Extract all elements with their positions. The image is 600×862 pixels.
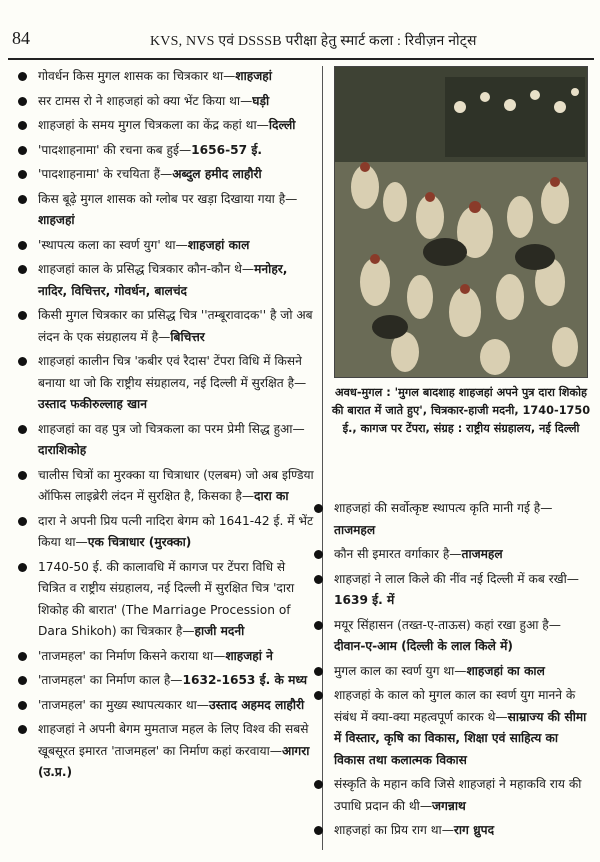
question-text: शाहजहां के काल को मुगल काल का स्वर्ण युग मानने के संबंध में क्या-क्या महत्वपूर्ण कारक थे— — [334, 688, 576, 724]
qa-item — [312, 615, 590, 658]
qa-item — [16, 465, 314, 508]
left-column — [16, 66, 314, 787]
question-text: मयूर सिंहासन (तख्त-ए-ताऊस) कहां रखा हुआ है— — [334, 617, 561, 632]
qa-item — [16, 419, 314, 462]
answer-text: बिचित्तर — [170, 329, 205, 344]
question-text: सर टामस रो ने शाहजहां को क्या भेंट किया था— — [38, 93, 253, 108]
bullet-icon — [314, 621, 323, 630]
question-text: शाहजहां का प्रिय राग था— — [334, 823, 454, 837]
qa-item — [16, 140, 314, 162]
bullet-icon — [18, 676, 27, 685]
bullet-icon — [18, 241, 27, 250]
bullet-icon — [18, 121, 27, 130]
question-text: 'ताजमहल' का मुख्य स्थापत्यकार था— — [38, 697, 209, 712]
bullet-icon — [314, 667, 323, 676]
bullet-icon — [314, 691, 323, 700]
answer-text: शाहजहां — [235, 69, 272, 83]
question-text: कौन सी इमारत वर्गाकार है— — [334, 547, 462, 561]
answer-text: ताजमहल — [461, 547, 503, 561]
answer-text: 1639 ई. में — [334, 593, 395, 607]
qa-item — [16, 670, 314, 692]
qa-item — [16, 115, 314, 137]
qa-item — [312, 569, 590, 612]
qa-item — [16, 646, 314, 668]
question-text: 1740-50 ई. की कालावधि में कागज पर टेंपरा विधि से चित्रित व राष्ट्रीय संग्रहालय, नई दिल्ली में सुरक्षित चित्र 'दारा शिकोह की बारात' (The Marriage Procession of Dara Shikoh) का चित्रकार है— — [38, 559, 295, 638]
answer-text: ताजमहल — [334, 522, 376, 537]
question-text: 'ताजमहल' का निर्माण किसने कराया था— — [38, 648, 226, 663]
running-title: KVS, NVS एवं DSSSB परीक्षा हेतु स्मार्ट कला : रिवीज़न नोट्स — [150, 34, 477, 49]
qa-item — [312, 544, 590, 566]
qa-item — [16, 351, 314, 416]
qa-item — [16, 695, 314, 717]
answer-text: जगन्नाथ — [432, 798, 466, 813]
bullet-icon — [18, 652, 27, 661]
answer-text: अब्दुल हमीद लाहौरी — [172, 167, 262, 181]
bullet-icon — [314, 550, 323, 559]
question-text: शाहजहां काल के प्रसिद्ध चित्रकार कौन-कौन थे— — [38, 262, 255, 276]
question-text: किस बूढ़े मुगल शासक को ग्लोब पर खड़ा दिखाया गया है— — [38, 191, 298, 206]
question-text: दारा ने अपनी प्रिय पत्नी नादिरा बेगम को 1641-42 ई. में भेंट किया था— — [38, 513, 314, 549]
bullet-icon — [18, 517, 27, 526]
question-text: संस्कृति के महान कवि जिसे शाहजहां ने महाकवि राय की उपाधि प्रदान की थी— — [334, 777, 582, 813]
answer-text: घड़ी — [252, 93, 270, 108]
qa-item — [16, 66, 314, 88]
answer-text: 1656-57 ई. — [191, 142, 262, 157]
bullet-icon — [314, 780, 323, 789]
bullet-icon — [18, 471, 27, 480]
qa-item — [16, 511, 314, 554]
qa-item — [312, 774, 590, 817]
question-text: शाहजहां ने लाल किले की नींव नई दिल्ली में कब रखी— — [334, 571, 579, 586]
answer-text: शाहजहां काल — [187, 237, 250, 252]
qa-item — [16, 305, 314, 348]
qa-item — [16, 164, 314, 186]
answer-text: दाराशिकोह — [38, 443, 87, 457]
answer-text: उस्ताद फकीरुल्लाह खान — [38, 397, 147, 411]
question-text: 'पादशाहनामा' के रचयिता हैं— — [38, 167, 173, 181]
question-text: मुगल काल का स्वर्ण युग था— — [334, 663, 467, 678]
bullet-icon — [18, 265, 27, 274]
procession-painting-image — [335, 67, 587, 377]
answer-text: हाजी मदनी — [194, 624, 245, 638]
bullet-icon — [18, 170, 27, 179]
qa-item — [16, 557, 314, 643]
page-number: 84 — [12, 28, 30, 48]
answer-text: 1632-1653 ई. के मध्य — [182, 673, 308, 687]
answer-text: शाहजहां — [38, 213, 75, 227]
bullet-icon — [18, 725, 27, 734]
answer-text: राग ध्रुपद — [453, 823, 495, 837]
bullet-icon — [18, 146, 27, 155]
question-text: शाहजहां ने अपनी बेगम मुमताज महल के लिए विश्व की सबसे खूबसूरत इमारत 'ताजमहल' का निर्माण कहां करवाया— — [38, 722, 309, 758]
qa-item — [16, 189, 314, 232]
qa-item — [312, 498, 590, 541]
question-text: 'ताजमहल' का निर्माण काल है— — [38, 673, 183, 687]
bullet-icon — [314, 504, 323, 513]
answer-text: शाहजहां ने — [225, 648, 273, 663]
question-text: किसी मुगल चित्रकार का प्रसिद्ध चित्र ''तम्बूरावादक'' है जो अब लंदन के एक संग्रहालय में है— — [38, 308, 313, 344]
qa-item — [312, 661, 590, 683]
answer-text: साम्राज्य की सीमा में विस्तार, कृषि का विकास, शिक्षा एवं साहित्य का विकास तथा कलात्मक विकास — [334, 709, 587, 767]
answer-text: मनोहर, नादिर, विचित्तर, गोवर्धन, बालचंद — [38, 262, 288, 298]
question-text: 'पादशाहनामा' की रचना कब हुई— — [38, 142, 192, 157]
right-column — [312, 498, 590, 845]
bullet-icon — [314, 575, 323, 584]
page-header — [0, 0, 600, 60]
bullet-icon — [18, 72, 27, 81]
qa-item — [16, 235, 314, 257]
question-text: 'स्थापत्य कला का स्वर्ण युग' था— — [38, 237, 188, 252]
answer-text: उस्ताद अहमद लाहौरी — [208, 697, 305, 712]
bullet-icon — [18, 357, 27, 366]
bullet-icon — [18, 563, 27, 572]
bullet-icon — [18, 97, 27, 106]
answer-text: दिल्ली — [268, 118, 296, 132]
bullet-icon — [18, 425, 27, 434]
qa-item — [16, 719, 314, 784]
question-text: शाहजहां कालीन चित्र 'कबीर एवं रैदास' टेंपरा विधि में किसने बनाया था जो कि राष्ट्रीय संग्रहालय, नई दिल्ली में सुरक्षित है— — [38, 354, 307, 390]
qa-item — [312, 820, 590, 842]
qa-item — [16, 91, 314, 113]
qa-item — [16, 259, 314, 302]
bullet-icon — [18, 195, 27, 204]
bullet-icon — [314, 826, 323, 835]
question-text: शाहजहां का वह पुत्र जो चित्रकला का परम प्रेमी सिद्ध हुआ— — [38, 421, 305, 436]
answer-text: एक चित्राधार (मुरक्का) — [87, 535, 192, 549]
answer-text: दीवान-ए-आम (दिल्ली के लाल किले में) — [334, 639, 513, 653]
answer-text: दारा का — [254, 489, 289, 503]
bullet-icon — [18, 701, 27, 710]
question-text: शाहजहां की सर्वोत्कृष्ट स्थापत्य कृति मानी गई है— — [334, 501, 553, 515]
answer-text: आगरा (उ.प्र.) — [38, 743, 310, 779]
bullet-icon — [18, 311, 27, 320]
qa-item — [312, 685, 590, 771]
figure-caption: अवध-मुगल : 'मुगल बादशाह शाहजहां अपने पुत्र दारा शिकोह की बारात में जाते हुए', चित्रकार-हाजी मदनी, 1740-1750 ई., कागज पर टेंपरा, संग्रह : राष्ट्रीय संग्रहालय, नई दिल्ली — [331, 386, 591, 435]
header-rule — [8, 58, 594, 60]
question-text: गोवर्धन किस मुगल शासक का चित्रकार था— — [38, 69, 236, 83]
question-text: शाहजहां के समय मुगल चित्रकला का केंद्र कहां था— — [38, 118, 269, 132]
painting-figure — [334, 66, 588, 378]
answer-text: शाहजहां का काल — [466, 663, 545, 678]
question-text: चालीस चित्रों का मुरक्का या चित्राधार (एलबम) जो अब इण्डिया ऑफिस लाइब्रेरी लंदन में सुरक्षित है, किसका है— — [38, 467, 314, 503]
